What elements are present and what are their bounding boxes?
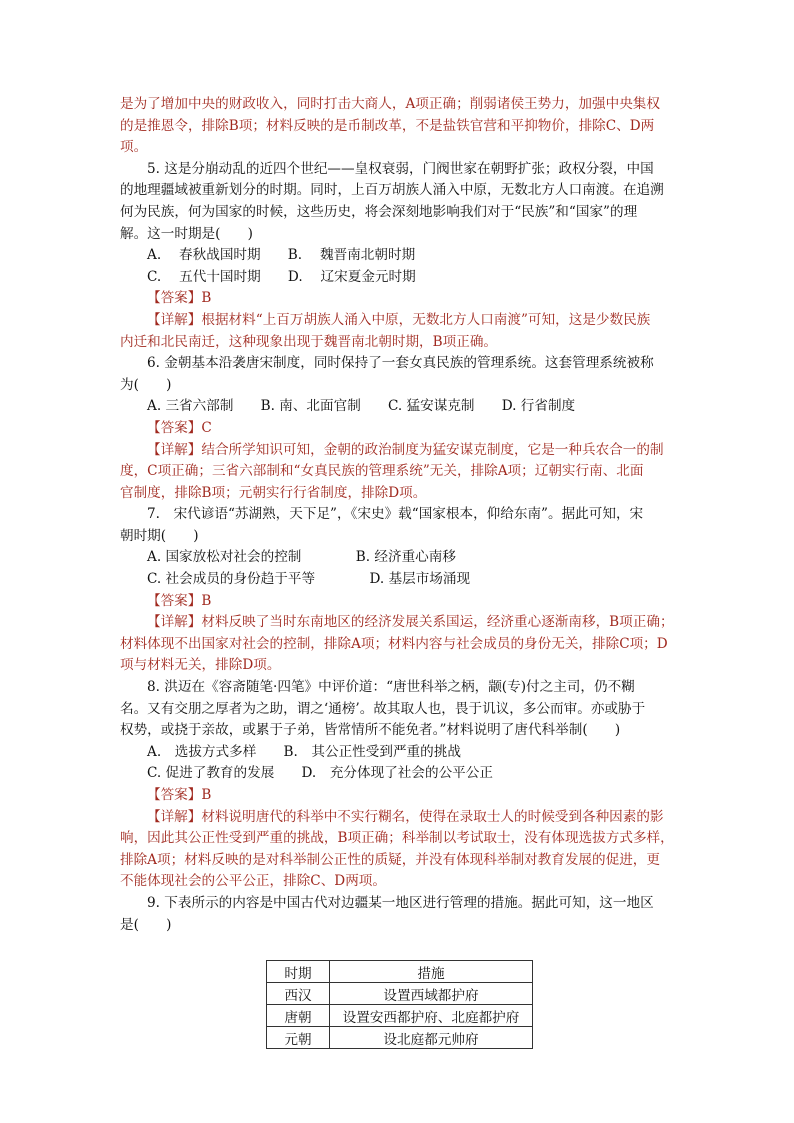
question-8 — [120, 677, 675, 893]
table-cell: 唐朝 — [267, 1005, 330, 1027]
table-cell: 设置西域都护府 — [330, 983, 533, 1005]
answer-tag: 【答案】B — [147, 787, 212, 803]
question-text: 6. 金朝基本沿袭唐宋制度，同时保持了一套女真民族的管理系统。这套管理系统被称 — [147, 355, 654, 372]
measures-table — [266, 960, 533, 1049]
table-header: 时期 — [267, 961, 330, 983]
answer-tag: 【答案】B — [147, 592, 212, 609]
detail-text: 不能体现社会的公平公正，排除C、D两项。 — [120, 873, 386, 890]
detail-text: 【详解】根据材料“上百万胡族人涌入中原，无数北方人口南渡”可知，这是少数民族 — [147, 311, 651, 328]
option-line: C. 社会成员的身份趋于平等 D. 基层市场涌现 — [147, 571, 471, 588]
detail-text: 内迁和北民南迁，这种现象出现于魏晋南北朝时期，B项正确。 — [120, 333, 498, 350]
text-line: 是为了增加中央的财政收入，同时打击大商人，A项正确；削弱诸侯王势力，加强中央集权 — [120, 96, 660, 112]
question-text: 名。又有交朋之厚者为之助，谓之‘通榜’。故其取人也，畏于讥议，多公而审。亦或胁于 — [120, 700, 646, 717]
table-row — [267, 983, 533, 1005]
question-text: 5. 这是分崩动乱的近四个世纪——皇权衰弱，门阀世家在朝野扩张；政权分裂，中国 — [147, 160, 654, 177]
detail-text: 官制度，排除B项；元朝实行行省制度，排除D项。 — [120, 484, 427, 501]
text-line: 项。 — [120, 139, 148, 156]
question-6 — [120, 353, 675, 504]
table-cell: 元朝 — [267, 1027, 330, 1049]
answer-tag: 【答案】B — [147, 290, 212, 307]
detail-text: 材料体现不出国家对社会的控制，排除A项；材料内容与社会成员的身份无关，排除C项；D — [120, 635, 668, 652]
question-7 — [120, 504, 675, 677]
detail-text: 排除A项；材料反映的是对科举制公正性的质疑，并没有体现科举制对教育发展的促进，更 — [120, 851, 660, 868]
question-text: 为( ) — [120, 376, 172, 393]
answer-tag: 【答案】C — [147, 419, 212, 436]
question-text: 9. 下表所示的内容是中国古代对边疆某一地区进行管理的措施。据此可知，这一地区 — [147, 894, 654, 911]
question-text: 权势，或挠于亲故，或累于子弟，皆常情所不能免者。”材料说明了唐代科举制( ) — [120, 722, 621, 739]
question-text: 是( ) — [120, 916, 172, 933]
question-9 — [120, 893, 675, 936]
question-text: 7. 宋代谚语“苏湖熟，天下足”，《宋史》载“国家根本，仰给东南”。据此可知，宋 — [147, 506, 644, 523]
detail-text: 项与材料无关，排除D项。 — [120, 657, 281, 674]
question-text: 的地理疆域被重新划分的时期。同时，上百万胡族人涌入中原，无数北方人口南渡。在追溯 — [120, 182, 664, 199]
table-cell: 西汉 — [267, 983, 330, 1005]
question-text: 解。这一时期是( ) — [120, 225, 253, 242]
text-line: 的是推恩令，排除B项；材料反映的是币制改革，不是盐铁官营和平抑物价，排除C、D两 — [120, 117, 655, 134]
question-text: 8. 洪迈在《容斋随笔·四笔》中评价道：“唐世科举之柄，颛(专)付之主司，仍不糊 — [147, 679, 635, 696]
option-line: A. 春秋战国时期 B. 魏晋南北朝时期 — [147, 247, 416, 264]
question-text: 何为民族，何为国家的时候，这些历史，将会深刻地影响我们对于“民族”和“国家”的理 — [120, 203, 638, 220]
detail-text: 度，C项正确；三省六部制和“女真民族的管理系统”无关，排除A项；辽朝实行南、北面 — [120, 463, 644, 480]
detail-text: 【详解】结合所学知识可知，金朝的政治制度为猛安谋克制度，它是一种兵农合一的制 — [147, 441, 664, 458]
table-row — [267, 1005, 533, 1027]
option-line: C. 促进了教育的发展 D. 充分体现了社会的公平公正 — [147, 765, 493, 782]
option-line: A. 国家放松对社会的控制 B. 经济重心南移 — [147, 549, 456, 566]
table-cell: 设置安西都护府、北庭都护府 — [330, 1005, 533, 1027]
table-cell: 设北庭都元帅府 — [330, 1027, 533, 1049]
option-line: A. 选拔方式多样 B. 其公正性受到严重的挑战 — [147, 743, 461, 760]
intro-paragraph — [120, 94, 675, 159]
option-line: C. 五代十国时期 D. 辽宋夏金元时期 — [147, 268, 416, 285]
document-page — [120, 94, 675, 1049]
question-text: 朝时期( ) — [120, 527, 199, 544]
table-row — [267, 1027, 533, 1049]
table-header-row — [267, 961, 533, 983]
detail-text: 【详解】材料反映了当时东南地区的经济发展关系国运，经济重心逐渐南移，B项正确； — [147, 614, 674, 631]
detail-text: 响，因此其公正性受到严重的挑战，B项正确；科举制以考试取士，没有体现选拔方式多样， — [120, 830, 674, 847]
detail-text: 【详解】材料说明唐代的科举中不实行糊名，使得在录取士人的时候受到各种因素的影 — [147, 808, 664, 825]
option-line: A. 三省六部制 B. 南、北面官制 C. 猛安谋克制 D. 行省制度 — [147, 398, 576, 415]
table-header: 措施 — [330, 961, 533, 983]
question-5 — [120, 159, 675, 353]
